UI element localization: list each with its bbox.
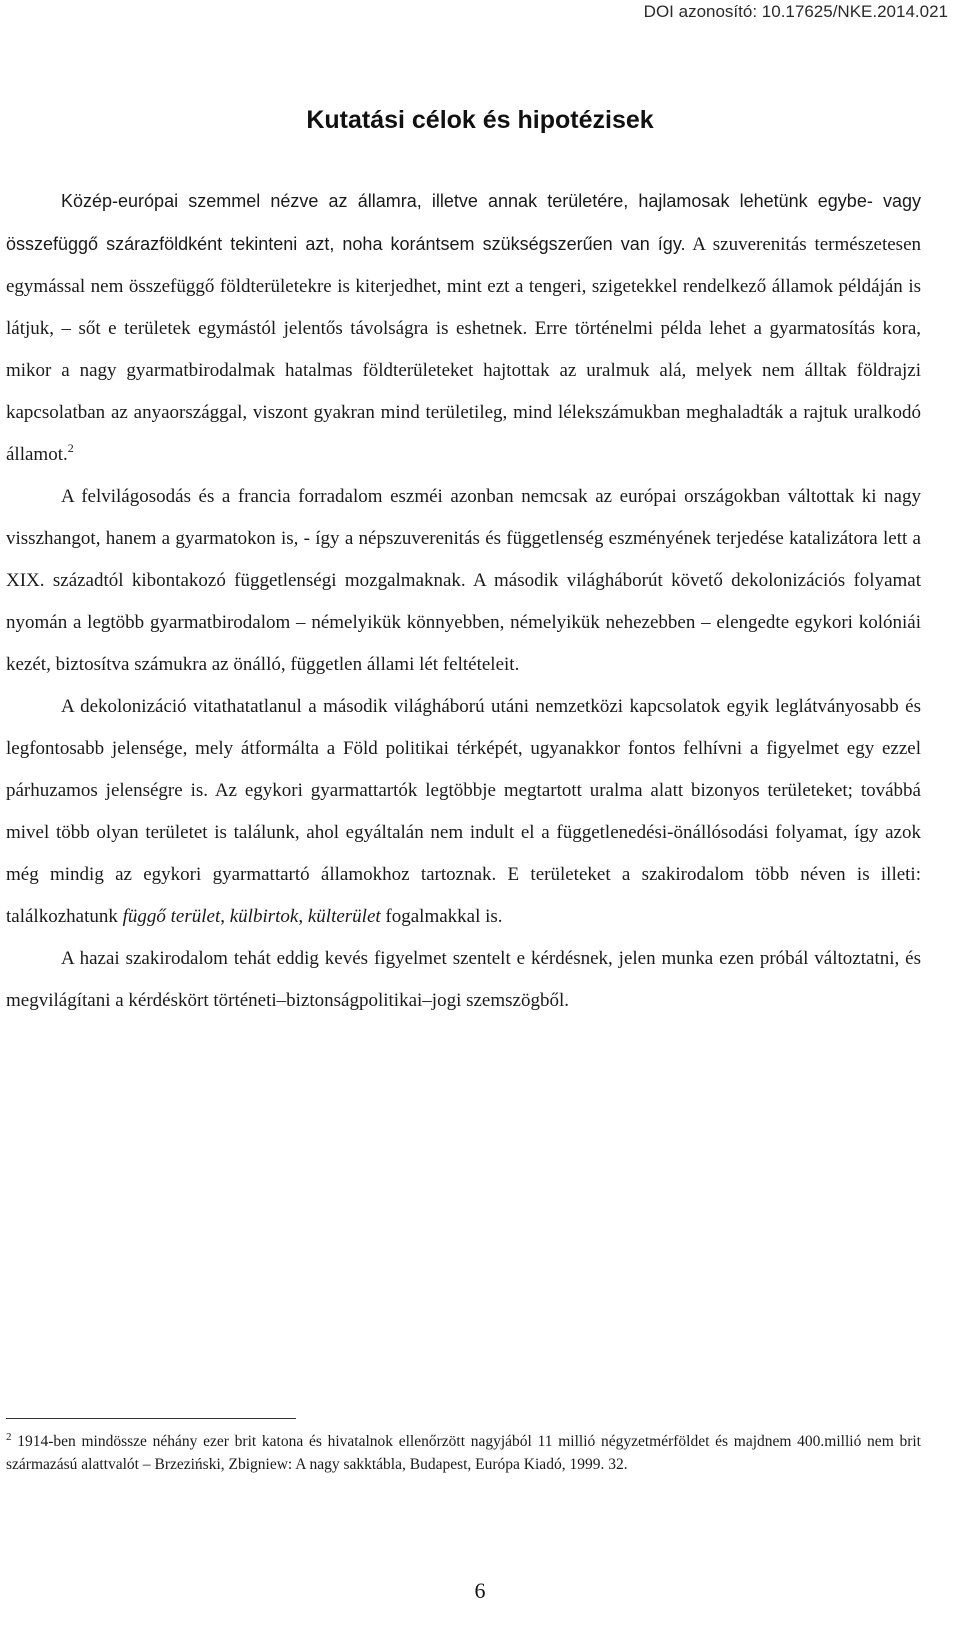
paragraph-1-serif-part: A szuverenitás természetesen egymással nem összefüggő földterületekre is kiterjedhet, mint ezt a tengeri, szigetekkel rendelkező államok példáján is látjuk, – sőt e területek egymástól jelentős távolságra is eshetnek. Erre történelmi példa lehet a gyarmatosítás kora, mikor a nagy gyarmatbirodalmak hatalmas földterületeket hajtottak az uralmuk alá, melyek nem álltak földrajzi kapcsolatban az anyaországgal, viszont gyakran mind területileg, mind lélekszámukban meghaladták a rajtuk uralkodó államot.	[6, 234, 922, 465]
paragraph-1-sans-part: Közép-európai szemmel nézve az államra, illetve annak területére, hajlamosak lehetünk egybe- vagy összefüggő szárazföldként tekinteni azt, noha korántsem szükségszerűen van így.	[6, 191, 921, 254]
paragraph-4: A hazai szakirodalom tehát eddig kevés figyelmet szentelt e kérdésnek, jelen munka ezen próbál változtatni, és megvilágítani a kérdéskört történeti–biztonságpolitikai–jogi szemszögből.	[6, 948, 921, 1011]
term-kulterulet: külterület	[307, 906, 381, 927]
paragraph-3-text: A dekolonizáció vitathatatlanul a második világháború utáni nemzetközi kapcsolatok egyik leglátványosabb és legfontosabb jelensége, mely átformálta a Föld politikai térképét, ugyanakkor fontos felhívni a figyelmet egy ezzel párhuzamos jelenségre is. Az egykori gyarmattartók legtöbbje megtartott uralma alatt bizonyos területeket; továbbá mivel több olyan területet is találunk, ahol egyáltalán nem indult el a függetlenedési-önállósodási folyamat, így azok még mindig az egykori gyarmattartó államokhoz tartoznak. E területeket a szakirodalom több néven is illeti: találkozhatunk	[6, 696, 921, 927]
footnote-divider	[6, 1418, 296, 1419]
paragraph-3	[6, 686, 921, 938]
footnote-number: 2	[6, 1431, 12, 1443]
term-separator: ,	[298, 906, 308, 927]
page-number: 6	[474, 1578, 486, 1603]
term-separator: ,	[220, 906, 230, 927]
footnote-text: 1914-ben mindössze néhány ezer brit katona és hivatalnok ellenőrzött nagyjából 11 millió négyzetmérföldet és majdnem 400.millió nem brit származású alattvalót – Brzeziński, Zbigniew: A nagy sakktábla, Budapest, Európa Kiadó, 1999. 32.	[6, 1433, 921, 1473]
term-kulbirtok: külbirtok	[229, 906, 299, 927]
doi-header: DOI azonosító: 10.17625/NKE.2014.021	[643, 2, 948, 21]
footnote	[6, 1430, 921, 1476]
paragraph-3-tail: fogalmakkal is.	[380, 906, 503, 927]
term-fuggo-terulet: függő terület	[122, 906, 221, 927]
paragraph-2: A felvilágosodás és a francia forradalom eszméi azonban nemcsak az európai országokban váltottak ki nagy visszhangot, hanem a gyarmatokon is, - így a népszuverenitás és függetlenség eszményének terjedése katalizátora lett a XIX. századtól kibontakozó függetlenségi mozgalmaknak. A második világháborút követő dekolonizációs folyamat nyomán a legtöbb gyarmatbirodalom – némelyikük könnyebben, némelyikük nehezebben – elengedte egykori kolóniái kezét, biztosítva számukra az önálló, független állami lét feltételeit.	[6, 486, 921, 675]
section-title: Kutatási célok és hipotézisek	[306, 106, 654, 134]
footnote-reference[interactable]: 2	[67, 441, 74, 455]
body-text	[6, 180, 921, 1022]
paragraph-1	[6, 180, 921, 476]
